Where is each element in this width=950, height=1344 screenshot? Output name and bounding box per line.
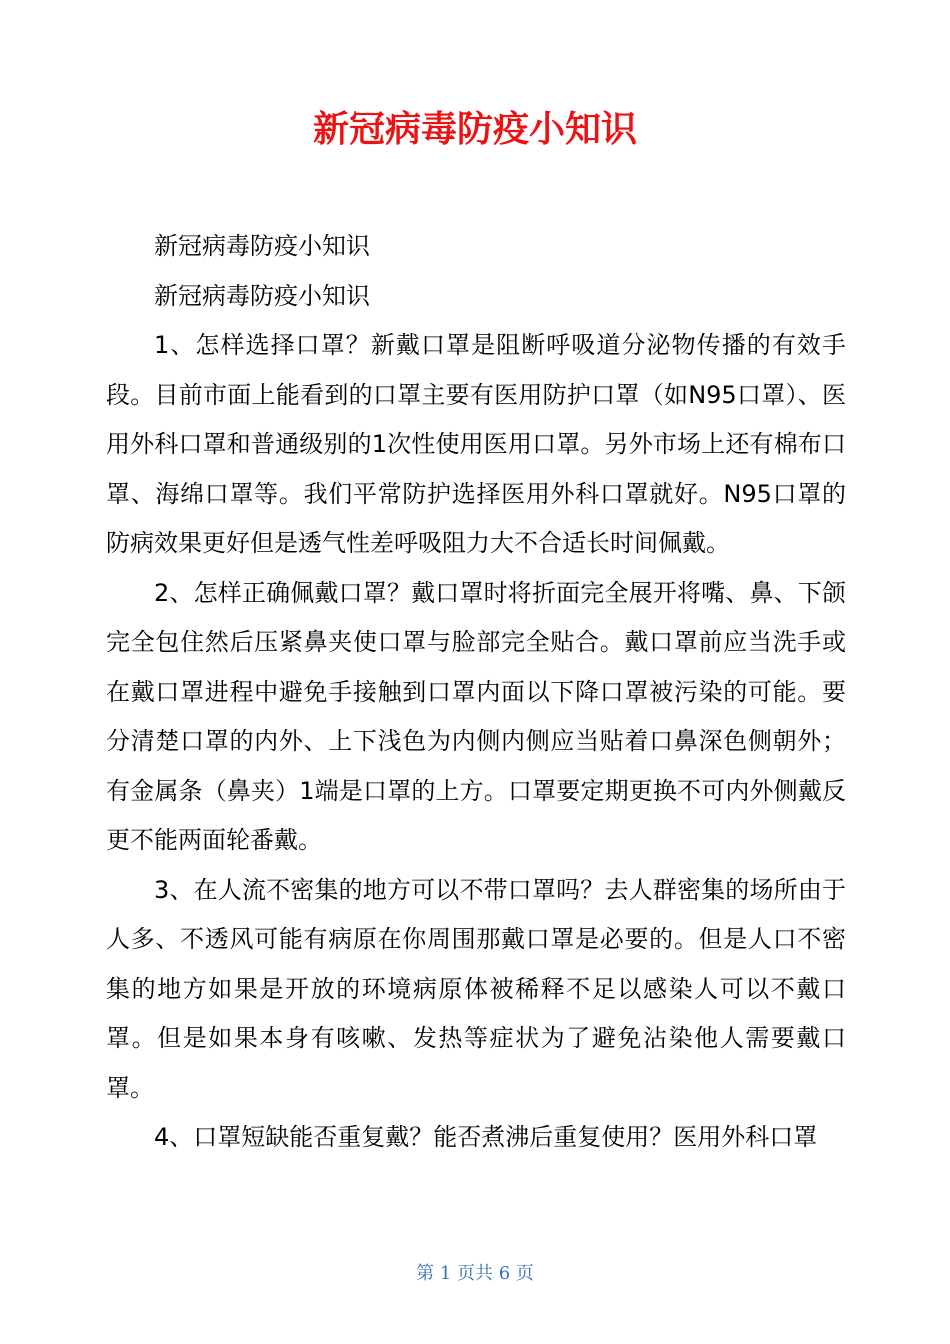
page-number-footer: 第 1 页共 6 页 bbox=[416, 1263, 534, 1284]
document-body bbox=[106, 222, 846, 1163]
paragraph-sparse-crowd: 3、在人流不密集的地方可以不带口罩吗？去人群密集的场所由于人多、不透风可能有病原在你周围那戴口罩是必要的。但是人口不密集的地方如果是开放的环境病原体被稀释不足以感染人可以不戴口罩。但是如果本身有咳嗽、发热等症状为了避免沾染他人需要戴口罩。 bbox=[106, 875, 846, 1102]
paragraph-mask-choice: 1、怎样选择口罩？新戴口罩是阻断呼吸道分泌物传播的有效手段。目前市面上能看到的口罩主要有医用防护口罩（如N95口罩）、医用外科口罩和普通级别的1次性使用医用口罩。另外市场上还有棉布口罩、海绵口罩等。我们平常防护选择医用外科口罩就好。N95口罩的防病效果更好但是透气性差呼吸阻力大不合适长时间佩戴。 bbox=[106, 331, 846, 557]
paragraph-mask-wearing: 2、怎样正确佩戴口罩？戴口罩时将折面完全展开将嘴、鼻、下颌完全包住然后压紧鼻夹使口罩与脸部完全贴合。戴口罩前应当洗手或在戴口罩进程中避免手接触到口罩内面以下降口罩被污染的可能。要分清楚口罩的内外、上下浅色为内侧内侧应当贴着口鼻深色侧朝外；有金属条（鼻夹）1端是口罩的上方。口罩要定期更换不可内外侧戴反更不能两面轮番戴。 bbox=[106, 578, 846, 854]
paragraph-heading-1: 新冠病毒防疫小知识 bbox=[154, 232, 370, 260]
paragraph-heading-2: 新冠病毒防疫小知识 bbox=[154, 281, 370, 310]
document-title: 新冠病毒防疫小知识 bbox=[312, 109, 637, 150]
paragraph-mask-reuse: 4、口罩短缺能否重复戴？能否煮沸后重复使用？医用外科口罩 bbox=[154, 1123, 818, 1151]
